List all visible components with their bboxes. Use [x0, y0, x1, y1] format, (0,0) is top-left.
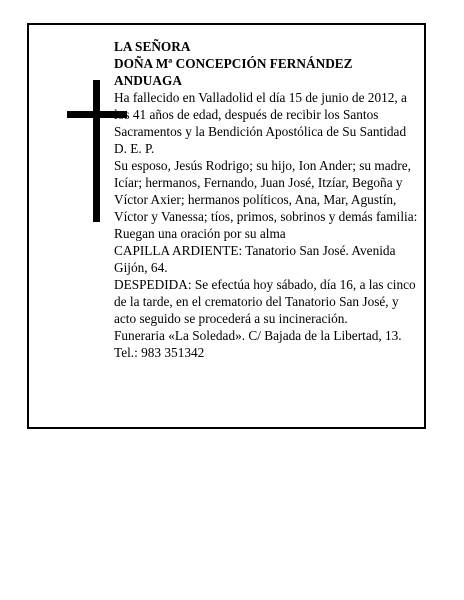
farewell-info: DESPEDIDA: Se efectúa hoy sábado, día 16, a las cinco de la tarde, en el crematorio del Tanatorio San José, y acto seguido se procederá a su incineración. — [114, 277, 416, 326]
rip-line: D. E. P. — [114, 141, 155, 156]
obituary-text-block — [114, 38, 422, 361]
phone-number: Tel.: 983 351342 — [114, 345, 205, 360]
death-announcement: Ha fallecido en Valladolid el día 15 de junio de 2012, a los 41 años de edad, después de recibir los Santos Sacramentos y la Bendición Apostólica de Su Santidad — [114, 90, 407, 139]
deceased-name: DOÑA Mª CONCEPCIÓN FERNÁNDEZ ANDUAGA — [114, 56, 353, 88]
family-members: Su esposo, Jesús Rodrigo; su hijo, Ion Ander; su madre, Icíar; hermanos, Fernando, Juan José, Itzíar, Begoña y Víctor Axier; hermanos políticos, Ana, Mar, Agustín, Víctor y Vanessa; tíos, primos, sobrinos y demás familia: — [114, 158, 418, 224]
funeral-chapel-info: CAPILLA ARDIENTE: Tanatorio San José. Avenida Gijón, 64. — [114, 243, 396, 275]
cross-vertical-bar — [93, 80, 100, 222]
prayer-request: Ruegan una oración por su alma — [114, 226, 286, 241]
notice-title: LA SEÑORA — [114, 39, 191, 54]
funeral-home-info: Funeraria «La Soledad». C/ Bajada de la Libertad, 13. — [114, 328, 402, 343]
